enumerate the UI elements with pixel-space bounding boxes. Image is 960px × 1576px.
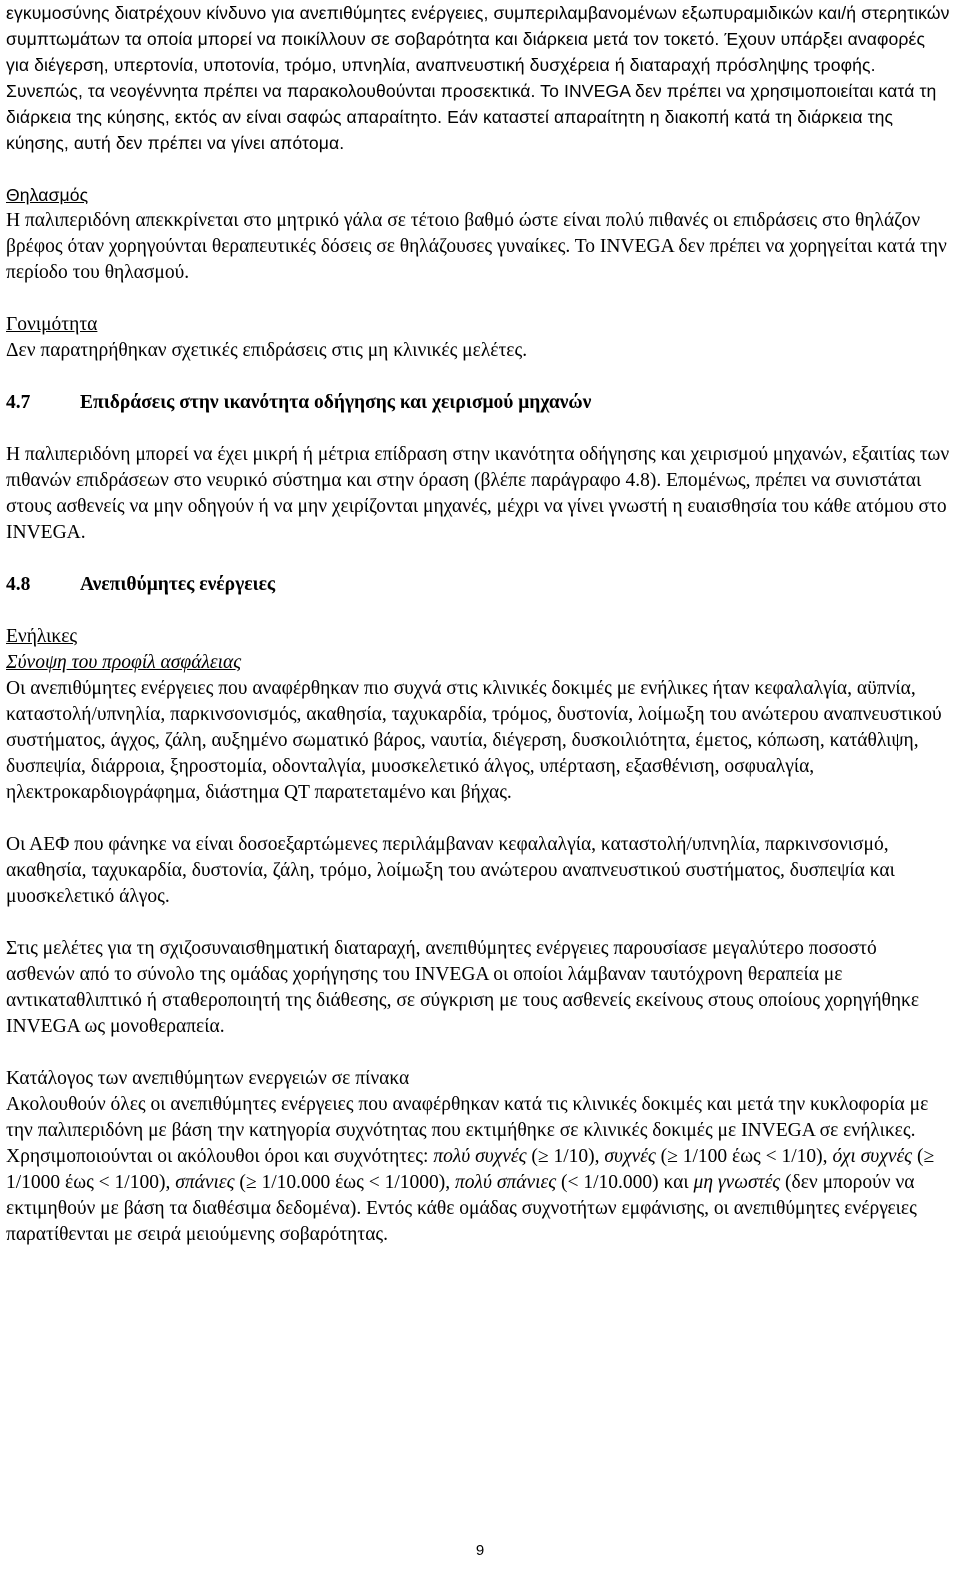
breastfeeding-heading: Θηλασμός bbox=[6, 185, 89, 205]
tabulated-list-heading: Κατάλογος των ανεπιθύμητων ενεργειών σε πίνακα bbox=[6, 1068, 410, 1089]
fertility-section bbox=[6, 312, 950, 364]
pregnancy-paragraph: εγκυμοσύνης διατρέχουν κίνδυνο για ανεπιθύμητες ενέργειες, συμπεριλαμβανομένων εξωπυραμιδικών και/ή στερητικών συμπτωμάτων τα οποία μπορεί να ποικίλλουν σε σοβαρότητα και διάρκεια μετά τον τοκετό. Έχουν υπάρξει αναφορές για διέγερση, υπερτονία, υποτονία, τρόμο, υπνηλία, αναπνευστική δυσχέρεια ή διαταραχή πρόσληψης τροφής. Συνεπώς, τα νεογέννητα πρέπει να παρακολουθούνται προσεκτικά. Το INVEGA δεν πρέπει να χρησιμοποιείται κατά τη διάρκεια της κύησης, εκτός αν είναι σαφώς απαραίτητο. Εάν καταστεί απαραίτητη η διακοπή κατά τη διάρκεια της κύησης, αυτή δεν πρέπει να γίνει απότομα. bbox=[6, 3, 950, 153]
term-rare: σπάνιες bbox=[175, 1172, 235, 1193]
section-4-8-heading bbox=[6, 572, 950, 598]
freq-rare: (≥ 1/10.000 έως < 1/1000), bbox=[234, 1172, 456, 1193]
tabulated-list-block bbox=[6, 1066, 950, 1248]
dose-related-paragraph: Οι ΑΕΦ που φάνηκε να είναι δοσοεξαρτώμενες περιλάμβαναν κεφαλαλγία, καταστολή/υπνηλία, παρκινσονισμό, ακαθησία, ταχυκαρδία, δυστονία, ζάλη, τρόμο, λοίμωξη του ανώτερου αναπνευστικού συστήματος, δυσπεψία και μυοσκελετικό άλγος. bbox=[6, 834, 895, 907]
section-number: 4.7 bbox=[6, 392, 31, 413]
breastfeeding-section bbox=[6, 182, 950, 286]
section-title: Επιδράσεις στην ικανότητα οδήγησης και χειρισμού μηχανών bbox=[80, 392, 592, 413]
schizoaffective-paragraph: Στις μελέτες για τη σχιζοσυναισθηματική διαταραχή, ανεπιθύμητες ενέργειες παρουσίασε μεγαλύτερο ποσοστό ασθενών από το σύνολο της ομάδας χορήγησης του INVEGA οι οποίοι λάμβαναν ταυτόχρονη θεραπεία με αντικαταθλιπτικό ή σταθεροποιητή της διάθεσης, σε σύγκριση με τους ασθενείς εκείνους στους οποίους χορηγήθηκε INVEGA ως μονοθεραπεία. bbox=[6, 938, 920, 1037]
section-title: Ανεπιθύμητες ενέργειες bbox=[80, 574, 276, 595]
fertility-text: Δεν παρατηρήθηκαν σχετικές επιδράσεις στις μη κλινικές μελέτες. bbox=[6, 340, 528, 361]
safety-profile-heading: Σύνοψη του προφίλ ασφάλειας bbox=[6, 652, 242, 673]
section-4-7-heading bbox=[6, 390, 950, 416]
term-very-common: πολύ συχνές bbox=[433, 1146, 527, 1167]
term-uncommon: όχι συχνές bbox=[832, 1146, 913, 1167]
freq-very-rare: (< 1/10.000) και bbox=[556, 1172, 694, 1193]
breastfeeding-text: Η παλιπεριδόνη απεκκρίνεται στο μητρικό γάλα σε τέτοιο βαθμό ώστε είναι πολύ πιθανές οι επιδράσεις στο θηλάζον βρέφος όταν χορηγούνται θεραπευτικές δόσεις σε θηλάζουσες γυναίκες. Το INVEGA δεν πρέπει να χορηγείται κατά την περίοδο του θηλασμού. bbox=[6, 210, 947, 283]
fertility-heading: Γονιμότητα bbox=[6, 314, 98, 335]
freq-very-common: (≥ 1/10), bbox=[526, 1146, 605, 1167]
adults-block bbox=[6, 624, 950, 806]
term-unknown: μη γνωστές bbox=[693, 1172, 781, 1193]
section-number: 4.8 bbox=[6, 574, 31, 595]
frequency-paragraph bbox=[6, 1092, 950, 1248]
adverse-reactions-paragraph: Οι ανεπιθύμητες ενέργειες που αναφέρθηκαν πιο συχνά στις κλινικές δοκιμές με ενήλικες ήταν κεφαλαλγία, αϋπνία, καταστολή/υπνηλία, παρκινσονισμός, ακαθησία, ταχυκαρδία, τρόμος, δυστονία, λοίμωξη του ανώτερου αναπνευστικού συστήματος, άγχος, ζάλη, αυξημένο σωματικό βάρος, ναυτία, διέγερση, δυσκοιλιότητα, έμετος, κόπωση, κατάθλιψη, δυσπεψία, διάρροια, ξηροστομία, οδονταλγία, μυοσκελετικό άλγος, υπέρταση, εξασθένιση, οσφυαλγία, ηλεκτροκαρδιογράφημα, διάστημα QT παρατεταμένο και βήχας. bbox=[6, 678, 942, 803]
term-very-rare: πολύ σπάνιες bbox=[455, 1172, 557, 1193]
document-page bbox=[6, 0, 950, 1248]
frequency-intro: Ακολουθούν όλες οι ανεπιθύμητες ενέργειες που αναφέρθηκαν κατά τις κλινικές δοκιμές και μετά την κυκλοφορία με την παλιπεριδόνη με βάση την κατηγορία συχνότητας που εκτιμήθηκε σε κλινικές δοκιμές με INVEGA σε ενήλικες. Χρησιμοποιούνται οι ακόλουθοι όροι και συχνότητες: bbox=[6, 1094, 929, 1167]
freq-common: (≥ 1/100 έως < 1/10), bbox=[655, 1146, 833, 1167]
adults-heading: Ενήλικες bbox=[6, 626, 78, 647]
term-common: συχνές bbox=[604, 1146, 656, 1167]
section-4-7-text: Η παλιπεριδόνη μπορεί να έχει μικρή ή μέτρια επίδραση στην ικανότητα οδήγησης και χειρισμού μηχανών, εξαιτίας των πιθανών επιδράσεων στο νευρικό σύστημα και στην όραση (βλέπε παράγραφο 4.8). Επομένως, πρέπει να συνιστάται στους ασθενείς να μην οδηγούν ή να μην χειρίζονται μηχανές, μέχρι να γίνει γνωστή η ευαισθησία του κάθε ατόμου στο INVEGA. bbox=[6, 444, 950, 543]
frequency-outro: (δεν μπορούν να εκτιμηθούν με βάση τα διαθέσιμα δεδομένα). Εντός κάθε ομάδας συχνοτήτων εμφάνισης, οι ανεπιθύμητες ενέργειες παρατίθενται με σειρά μειούμενης σοβαρότητας. bbox=[6, 1172, 917, 1245]
freq-uncommon: (≥ 1/1000 έως < 1/100), bbox=[6, 1146, 935, 1193]
page-number: 9 bbox=[475, 1542, 485, 1559]
